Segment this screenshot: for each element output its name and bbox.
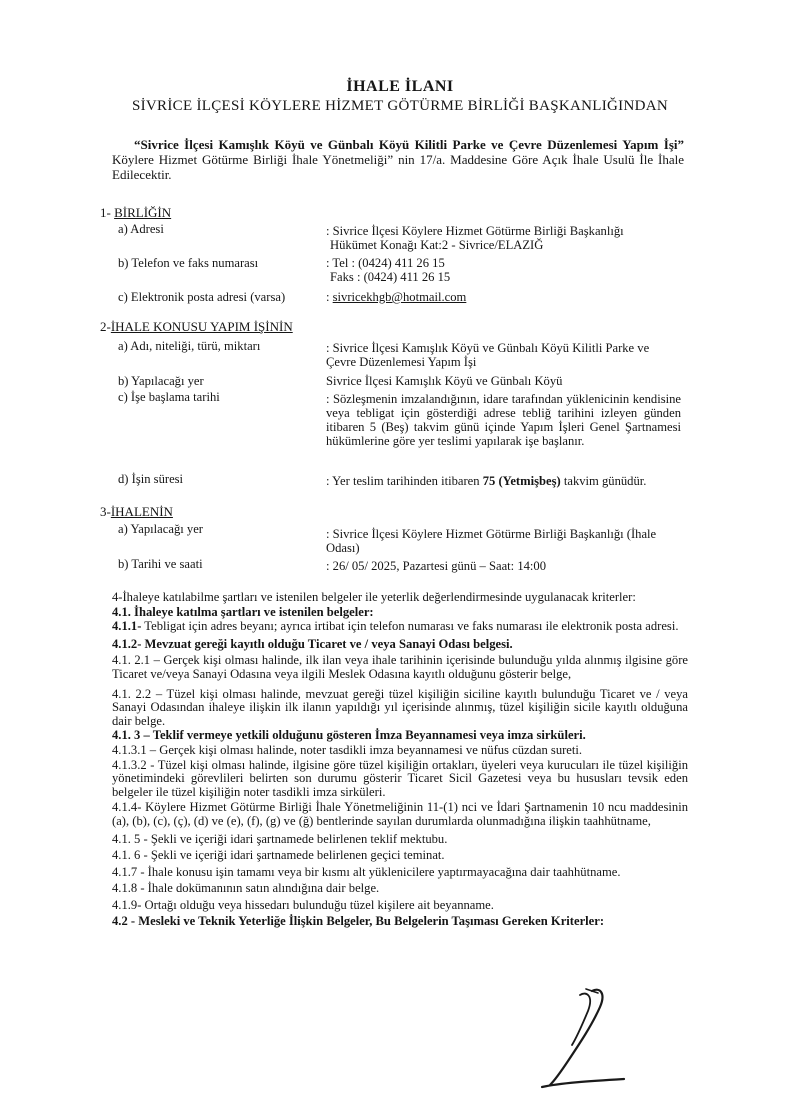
intro-rest: Köylere Hizmet Götürme Birliği İhale Yönetmeliği” nin 17/a. Maddesine Göre Açık İhale Usulü İle İhale Edilecektir. [112,152,684,182]
item-4132: 4.1.3.2 - Tüzel kişi olması halinde, ilgisine göre tüzel kişiliğin ortakları, üyeleri veya kurucuları ile tüzel kişiliğin yönetimindeki görevlileri belirten son durumu gösterir Ticaret Sicil Gazetesi veya bu hususları tevsik eden belgeler ile tüzel kişiliğin noter tasdikli imza sirküleri. [112,757,688,799]
value-address: : Sivrice İlçesi Köylere Hizmet Götürme Birliği Başkanlığı Hükümet Konağı Kat:2 - Sivrice/ELAZIĞ [326,224,624,252]
item-417: 4.1.7 - İhale konusu işin tamamı veya bir kısmı alt yüklenicilere yaptırmayacağına dair taahhütname. [112,864,621,879]
section42-heading: 4.2 - Mesleki ve Teknik Yeterliğe İlişkin Belgeler, Bu Belgelerin Taşıması Gereken Kriterler: [112,914,605,929]
value-work-name: : Sivrice İlçesi Kamışlık Köyü ve Günbalı Köyü Kilitli Parke ve Çevre Düzenlemesi Yapım İşi [326,341,650,369]
label-work-name: a) Adı, niteliği, türü, miktarı [118,339,261,353]
label-tender-location: a) Yapılacağı yer [118,522,203,536]
value-start-date: : Sözleşmenin imzalandığının, idare tarafından yüklenicinin kendisine veya tebligat için gösterdiği adrese tebliğ tarihini izleyen günden itibaren 5 (Beş) takvim günü içinde Yapım İşleri Genel Şartnamesi hükümlerine göre yer teslimi yapılarak işe başlanır. [326,392,681,448]
label-tender-datetime: b) Tarihi ve saati [118,557,203,571]
item-415: 4.1. 5 - Şekli ve içeriği idari şartnamede belirlenen teklif mektubu. [112,831,448,846]
label-address: a) Adresi [118,222,164,236]
value-tender-datetime: : 26/ 05/ 2025, Pazartesi günü – Saat: 14:00 [326,559,547,573]
intro-paragraph [112,137,684,182]
section2-heading: 2-İHALE KONUSU YAPIM İŞİNİN [100,319,293,334]
issuer-subtitle: SİVRİCE İLÇESİ KÖYLERE HİZMET GÖTÜRME BİRLİĞİ BAŞKANLIĞINDAN [131,98,669,114]
item-419: 4.1.9- Ortağı olduğu veya hissedarı bulunduğu tüzel kişilere ait beyanname. [112,897,494,912]
item-4121: 4.1. 2.1 – Gerçek kişi olması halinde, ilk ilan veya ihale tarihinin içerisinde bulunduğu yılda alınmış ilgisine göre Ticaret ve/veya Sanayi Odasına veya ilgili Meslek Odasına kayıtlı olduğunu gösterir belge, [112,653,688,681]
item-4131: 4.1.3.1 – Gerçek kişi olması halinde, noter tasdikli imza beyannamesi ve nüfus cüzdan sureti. [112,742,583,757]
section4-intro: 4-İhaleye katılabilme şartları ve istenilen belgeler ile yeterlik değerlendirmesinde uygulanacak kriterler: [112,590,636,604]
label-duration: d) İşin süresi [118,472,184,486]
value-duration: : Yer teslim tarihinden itibaren 75 (Yetmişbeş) takvim günüdür. [326,474,647,488]
label-phone-fax: b) Telefon ve faks numarası [118,256,259,270]
section4 [112,591,688,929]
section2-title: İHALE KONUSU YAPIM İŞİNİN [110,319,293,334]
value-phone-fax: : Tel : (0424) 411 26 15 Faks : (0424) 411 26 15 [326,256,451,284]
value-tender-location: : Sivrice İlçesi Köylere Hizmet Götürme Birliği Başkanlığı (İhale Odası) [326,527,657,555]
intro-project-name: “Sivrice İlçesi Kamışlık Köyü ve Günbalı Köyü Kilitli Parke ve Çevre Düzenlemesi Yapım İşi” [134,137,684,152]
item-414: 4.1.4- Köylere Hizmet Götürme Birliği İhale Yönetmeliğinin 11-(1) nci ve İdari Şartnamenin 10 ncu maddesinin (a), (b), (c), (ç), (d) ve (e), (f), (g) ve (ğ) bentlerinde sayılan durumlarda olunmadığına ilişkin taahhütname, [112,800,688,828]
item-416: 4.1. 6 - Şekli ve içeriği idari şartnamede belirlenen geçici teminat. [112,848,445,863]
section1-heading: 1- BİRLİĞİN [100,205,172,220]
email-link[interactable]: sivricekhgb@hotmail.com [332,290,467,304]
value-work-location: Sivrice İlçesi Kamışlık Köyü ve Günbalı Köyü [326,374,563,388]
label-start-date: c) İşe başlama tarihi [118,390,220,404]
item-418: 4.1.8 - İhale dokümanının satın alındığına dair belge. [112,881,380,896]
item-4122: 4.1. 2.2 – Tüzel kişi olması halinde, mevzuat gereği tüzel kişiliğin siciline kayıtlı bulunduğu Ticaret ve / veya Sanayi Odasından ihaleye ilişkin ilk ilanın yapıldığı yıl içerisinde alınmış, tüzel kişiliğin sicile kayıtlı olduğuna dair belge. [112,686,688,728]
label-email: c) Elektronik posta adresi (varsa) [118,290,286,304]
handwritten-signature [520,985,640,1095]
item-411: 4.1.1- Tebligat için adres beyanı; ayrıca irtibat için telefon numarası ve faks numarası ile elektronik posta adresi. [112,619,679,634]
section3-title: İHALENİN [110,504,173,519]
label-work-location: b) Yapılacağı yer [118,374,204,388]
section1-title: BİRLİĞİN [114,205,172,220]
section41-heading: 4.1. İhaleye katılma şartları ve istenilen belgeler: [112,604,374,619]
page-title: İHALE İLANI [346,78,454,95]
section3-heading: 3-İHALENİN [100,504,173,519]
item-412-heading: 4.1.2- Mevzuat gereği kayıtlı olduğu Ticaret ve / veya Sanayi Odası belgesi. [112,636,513,651]
item-413-heading: 4.1. 3 – Teklif vermeye yetkili olduğunu gösteren İmza Beyannamesi veya imza sirküleri. [112,728,586,743]
value-email: : sivricekhgb@hotmail.com [326,290,467,304]
